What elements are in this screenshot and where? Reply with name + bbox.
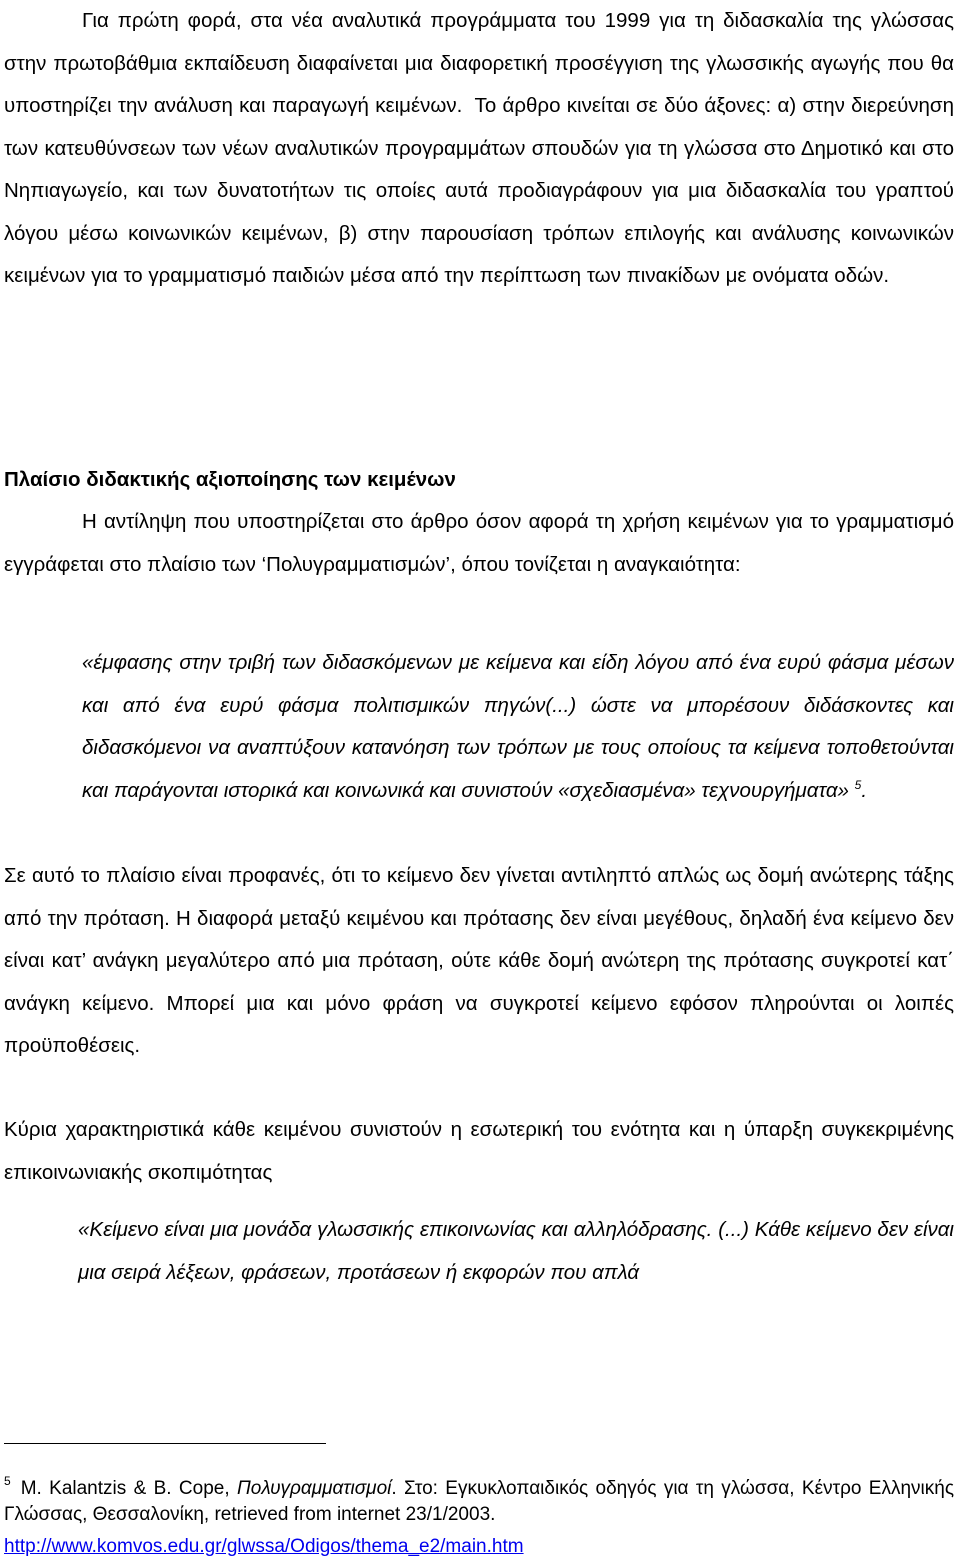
section-paragraph-1: Η αντίληψη που υποστηρίζεται στο άρθρο όσον αφορά τη χρήση κειμένων για το γραμματισμό εγγράφεται στο πλαίσιο των ‘Πολυγραμματισμών’, όπου τονίζεται η αναγκαιότητα: (4, 510, 954, 576)
section-heading: Πλαίσιο διδακτικής αξιοποίησης των κειμένων (4, 468, 456, 491)
block-quote-1-text: «έμφασης στην τριβή των διδασκόμενων με κείμενα και είδη λόγου από ένα ευρύ φάσμα μέσων και από ένα ευρύ φάσμα πολιτισμικών πηγών(...) ώστε να μπορέσουν διδάσκοντες και διδασκόμενοι να αναπτύξουν κατανόηση των τρόπων με τους οποίους τα κείμενα τοποθετούνται και παράγονται ιστορικά και κοινωνικά και συνιστούν «σχεδιασμένα» τεχνουργήματα» (82, 651, 954, 802)
block-quote-2: «Κείμενο είναι μια μονάδα γλωσσικής επικοινωνίας και αλληλόδρασης. (...) Κάθε κείμενο δεν είναι μια σειρά λέξεων, φράσεων, προτάσεων ή εκφορών που απλά (78, 1218, 954, 1284)
block-quote-1 (82, 642, 954, 812)
intro-sentence-1: Για πρώτη φορά, στα νέα αναλυτικά προγράμματα του 1999 για τη διδασκαλία της γλώσσας στην πρωτοβάθμια εκπαίδευση διαφαίνεται μια διαφορετική προσέγγιση της γλωσσικής αγωγής που θα υποστηρίζει την ανάλυση και παραγωγή κειμένων. (4, 9, 954, 117)
footnote-reference[interactable]: 5 (854, 777, 862, 792)
footnote-number: 5 (4, 1474, 11, 1488)
footnote-link[interactable]: http://www.komvos.edu.gr/glwssa/Odigos/thema_e2/main.htm (4, 1536, 524, 1557)
footnote-authors: M. Kalantzis & B. Cope, (20, 1478, 230, 1499)
footnote-title: Πολυγραμματισμοί (237, 1478, 392, 1499)
intro-paragraph (4, 0, 954, 298)
footnote (4, 1468, 954, 1528)
section-paragraph-2: Σε αυτό το πλαίσιο είναι προφανές, ότι το κείμενο δεν γίνεται αντιληπτό απλώς ως δομή ανώτερης τάξης από την πρόταση. Η διαφορά μεταξύ κειμένου και πρότασης δεν είναι μεγέθους, δηλαδή ένα κείμενο δεν είναι κατ’ ανάγκη μεγαλύτερο από μια πρόταση, ούτε κάθε δομή ανώτερη της πρότασης συγκροτεί κατ΄ ανάγκη κείμενο. Μπορεί μια και μόνο φράση να συγκροτεί κείμενο εφόσον πληρούνται οι λοιπές προϋποθέσεις. (4, 864, 954, 1057)
section-paragraph-3: Κύρια χαρακτηριστικά κάθε κειμένου συνιστούν η εσωτερική του ενότητα και η ύπαρξη συγκεκριμένης επικοινωνιακής σκοπιμότητας (4, 1118, 954, 1184)
intro-sentence-2: Το άρθρο κινείται σε δύο άξονες: α) στην διερεύνηση των κατευθύνσεων των νέων αναλυτικών προγραμμάτων σπουδών για τη γλώσσα στο Δημοτικό και στο Νηπιαγωγείο, και των δυνατοτήτων τις οποίες αυτά προδιαγράφουν για μια διδασκαλία του γραπτού λόγου μέσω κοινωνικών κειμένων, β) στην παρουσίαση τρόπων επιλογής και ανάλυσης κοινωνικών κειμένων για το γραμματισμό παιδιών μέσα από την περίπτωση των πινακίδων με ονόματα οδών. (4, 94, 954, 287)
block-quote-1-end: . (861, 778, 868, 802)
footnote-divider (4, 1443, 326, 1444)
footnote-rest: . Στο: Εγκυκλοπαιδικός οδηγός για τη γλώσσα, Κέντρο Ελληνικής Γλώσσας, Θεσσαλονίκη, retrieved from internet 23/1/2003. (4, 1478, 954, 1525)
